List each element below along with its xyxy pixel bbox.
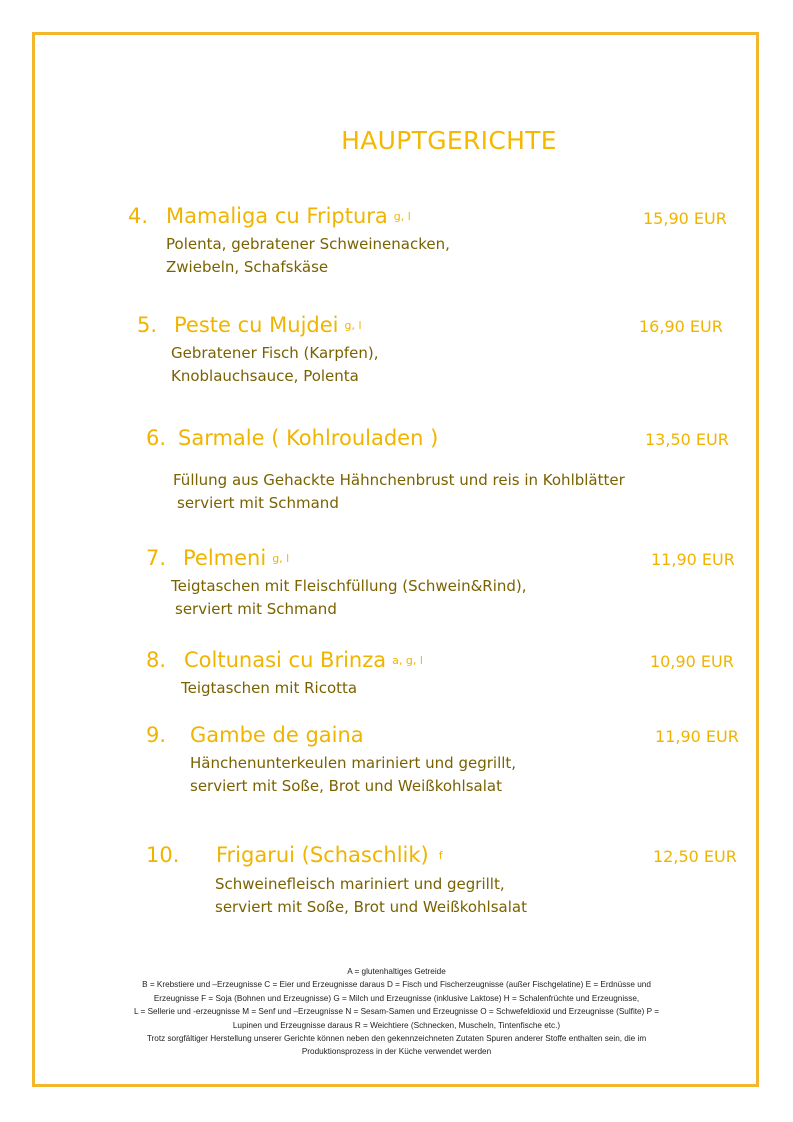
dish-number: 10.	[146, 843, 180, 867]
dish-8-price: 10,90 EUR	[650, 652, 734, 671]
page-title: HAUPTGERICHTE	[341, 126, 557, 155]
description-line: Gebratener Fisch (Karpfen),	[171, 344, 379, 362]
footer-line: A = glutenhaltiges Getreide	[347, 967, 446, 976]
dish-name: Peste cu Mujdei	[174, 313, 339, 337]
page-border	[32, 32, 759, 1087]
description-line: Schweinefleisch mariniert und gegrillt,	[215, 875, 505, 893]
dish-name: Coltunasi cu Brinza	[184, 648, 387, 672]
dish-5-name-line	[137, 313, 362, 337]
dish-name: Sarmale ( Kohlrouladen )	[178, 426, 439, 450]
description-line: Teigtaschen mit Ricotta	[181, 679, 358, 697]
dish-allergens: g, l	[344, 319, 362, 332]
description-line: serviert mit Soße, Brot und Weißkohlsalat	[215, 898, 527, 916]
dish-10-name-line	[146, 843, 443, 867]
description-line: Knoblauchsauce, Polenta	[171, 367, 359, 385]
dish-7-description	[171, 575, 527, 621]
description-line: Füllung aus Gehackte Hähnchenbrust und reis in Kohlblätter	[173, 471, 625, 489]
dish-number: 5.	[137, 313, 158, 337]
dish-6-price: 13,50 EUR	[645, 430, 729, 449]
dish-name: Gambe de gaina	[190, 723, 364, 747]
dish-number: 4.	[128, 204, 149, 228]
footer-line: L = Sellerie und -erzeugnisse M = Senf und –Erzeugnisse N = Sesam-Samen und Erzeugnisse O = Schwefeldioxid und Erzeugnisse (Sulfite) P =	[134, 1007, 659, 1017]
description-line: Polenta, gebratener Schweinenacken,	[166, 235, 450, 253]
dish-number: 7.	[146, 546, 167, 570]
dish-number: 9.	[146, 723, 167, 747]
dish-4-name-line	[128, 204, 411, 228]
allergen-legend	[60, 965, 733, 1059]
dish-10-price: 12,50 EUR	[653, 847, 737, 866]
description-line: Teigtaschen mit Fleischfüllung (Schwein&Rind),	[171, 577, 527, 595]
dish-9-description	[190, 752, 516, 798]
dish-8-name-line	[146, 648, 423, 672]
dish-10-description	[215, 873, 527, 919]
dish-7-name-line	[146, 546, 289, 570]
footer-line: Trotz sorgfältiger Herstellung unserer Gerichte können neben den gekennzeichneten Zutaten Spuren anderer Stoffe enthalten sein, die im	[146, 1034, 647, 1044]
dish-6-name-line	[146, 426, 438, 450]
dish-9-price: 11,90 EUR	[655, 727, 739, 746]
description-line: Hänchenunterkeulen mariniert und gegrillt,	[190, 754, 517, 772]
footer-line: Lupinen und Erzeugnisse daraus R = Weichtiere (Schnecken, Muscheln, Tintenfische etc.)	[232, 1020, 561, 1030]
dish-6-description	[173, 469, 625, 515]
dish-allergens: f	[438, 849, 443, 862]
description-line: serviert mit Schmand	[175, 600, 337, 618]
dish-allergens: g, l	[393, 210, 411, 223]
dish-number: 8.	[146, 648, 167, 672]
dish-allergens: a, g, l	[392, 654, 423, 667]
dish-9-name-line	[146, 723, 364, 747]
dish-5-price: 16,90 EUR	[639, 317, 723, 336]
dish-number: 6.	[146, 426, 167, 450]
dish-4-description	[166, 233, 450, 279]
description-line: serviert mit Schmand	[177, 494, 339, 512]
dish-name: Pelmeni	[183, 546, 267, 570]
dish-allergens: g, l	[272, 552, 290, 565]
dish-name: Frigarui (Schaschlik)	[216, 843, 429, 867]
dish-name: Mamaliga cu Friptura	[166, 204, 388, 228]
dish-5-description	[171, 342, 379, 388]
description-line: serviert mit Soße, Brot und Weißkohlsalat	[190, 777, 502, 795]
footer-line: Erzeugnisse F = Soja (Bohnen und Erzeugnisse) G = Milch und Erzeugnisse (inklusive Laktose) H = Schalenfrüchte und Erzeugnisse,	[153, 993, 640, 1003]
dish-4-price: 15,90 EUR	[643, 209, 727, 228]
description-line: Zwiebeln, Schafskäse	[166, 258, 329, 276]
dish-7-price: 11,90 EUR	[651, 550, 735, 569]
footer-line: Produktionsprozess in der Küche verwendet werden	[301, 1047, 492, 1057]
dish-8-description	[181, 677, 357, 700]
footer-line: B = Krebstiere und –Erzeugnisse C = Eier und Erzeugnisse daraus D = Fisch und Fischerzeugnisse (außer Fischgelatine) E = Erdnüsse und	[142, 980, 651, 990]
